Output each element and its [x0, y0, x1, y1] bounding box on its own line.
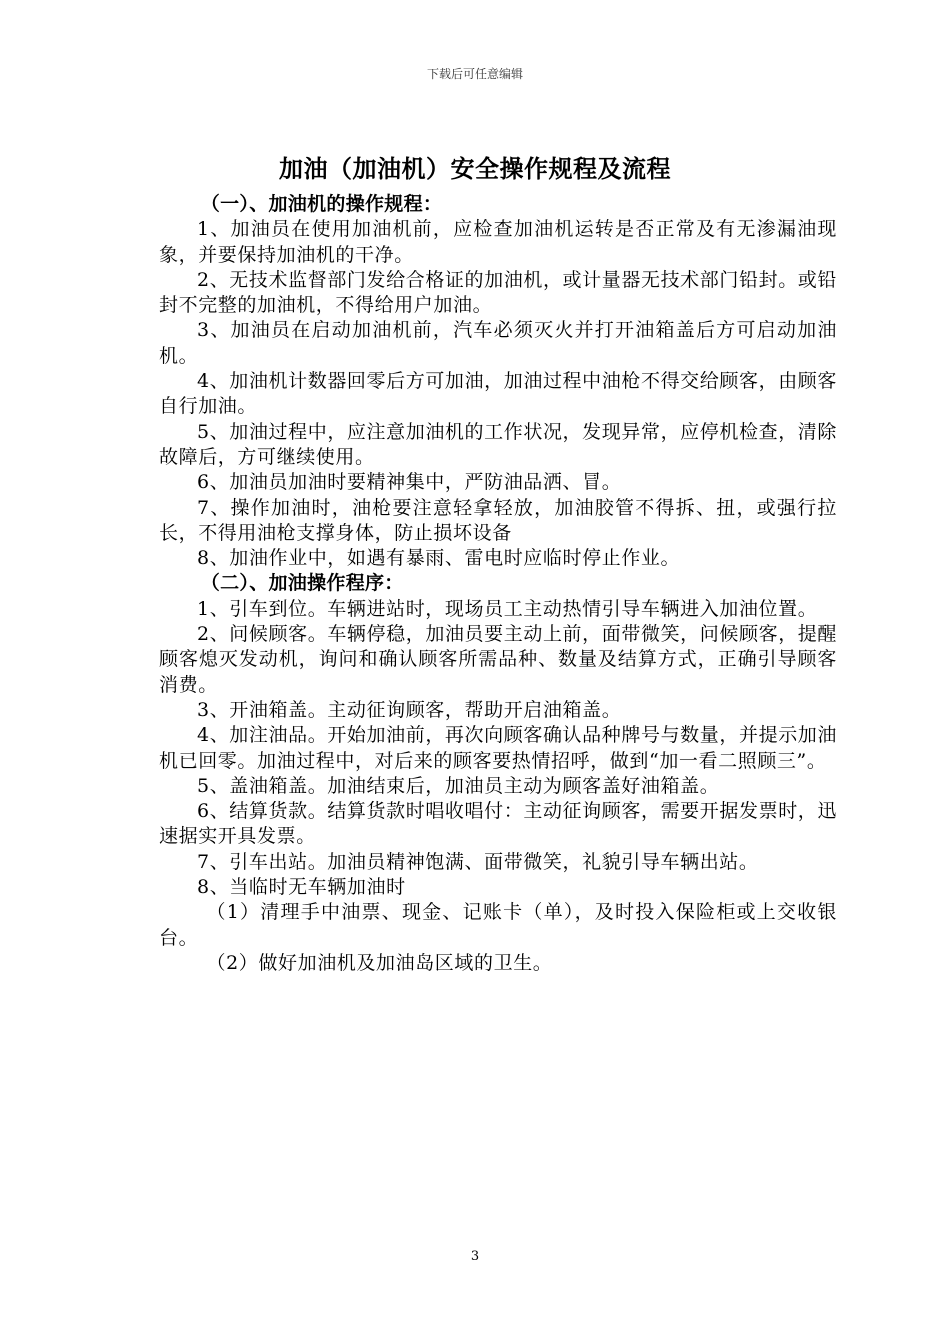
- procedure-sub-item: （2）做好加油机及加油岛区域的卫生。: [206, 951, 553, 974]
- procedure-item: 2、问候顾客。车辆停稳，加油员要主动上前，面带微笑，问候顾客，提醒顾客熄灭发动机，询问和确认顾客所需品种、数量及结算方式，正确引导顾客消费。: [159, 623, 837, 696]
- rule-item: 1、加油员在使用加油机前，应检查加油机运转是否正常及有无渗漏油现象，并要保持加油机的干净。: [159, 218, 837, 266]
- rule-item: 2、无技术监督部门发给合格证的加油机，或计量器无技术部门铅封。或铅封不完整的加油机，不得给用户加油。: [159, 268, 837, 317]
- document-body: [159, 192, 837, 976]
- rule-item: 6、加油员加油时要精神集中，严防油品洒、冒。: [197, 471, 622, 494]
- procedure-item: 8、当临时无车辆加油时: [197, 876, 406, 899]
- procedure-item: 6、结算货款。结算货款时唱收唱付：主动征询顾客，需要开据发票时，迅速据实开具发票。: [159, 800, 837, 848]
- procedure-item: 7、引车出站。加油员精神饱满、面带微笑，礼貌引导车辆出站。: [197, 850, 759, 873]
- section-heading-operation-procedure: （二）、加油操作程序：: [200, 572, 404, 595]
- rule-item: 8、加油作业中，如遇有暴雨、雷电时应临时停止作业。: [197, 547, 681, 570]
- rule-item: 4、加油机计数器回零后方可加油，加油过程中油枪不得交给顾客，由顾客自行加油。: [159, 370, 837, 418]
- rule-item: 7、操作加油时，油枪要注意轻拿轻放，加油胶管不得拆、扭，或强行拉长，不得用油枪支撑身体，防止损坏设备: [159, 496, 837, 544]
- page-number: 3: [470, 1249, 480, 1264]
- rule-item: 5、加油过程中，应注意加油机的工作状况，发现异常，应停机检查，清除故障后，方可继续使用。: [159, 420, 837, 468]
- procedure-item: 4、加注油品。开始加油前，再次向顾客确认品种牌号与数量，并提示加油机已回零。加油过程中，对后来的顾客要热情招呼，做到“加一看二照顾三”。: [159, 724, 837, 772]
- procedure-item: 3、开油箱盖。主动征询顾客，帮助开启油箱盖。: [197, 698, 622, 721]
- page-header-note: 下载后可任意编辑: [426, 67, 523, 81]
- rule-item: 3、加油员在启动加油机前，汽车必须灭火并打开油箱盖后方可启动加油机。: [159, 319, 837, 367]
- document-title: 加油（加油机）安全操作规程及流程: [279, 155, 671, 183]
- procedure-sub-item: （1）清理手中油票、现金、记账卡（单），及时投入保险柜或上交收银台。: [159, 901, 837, 949]
- section-heading-operation-rules: （一）、加油机的操作规程：: [200, 193, 443, 215]
- procedure-item: 1、引车到位。车辆进站时，现场员工主动热情引导车辆进入加油位置。: [197, 597, 818, 620]
- procedure-item: 5、盖油箱盖。加油结束后，加油员主动为顾客盖好油箱盖。: [197, 774, 720, 797]
